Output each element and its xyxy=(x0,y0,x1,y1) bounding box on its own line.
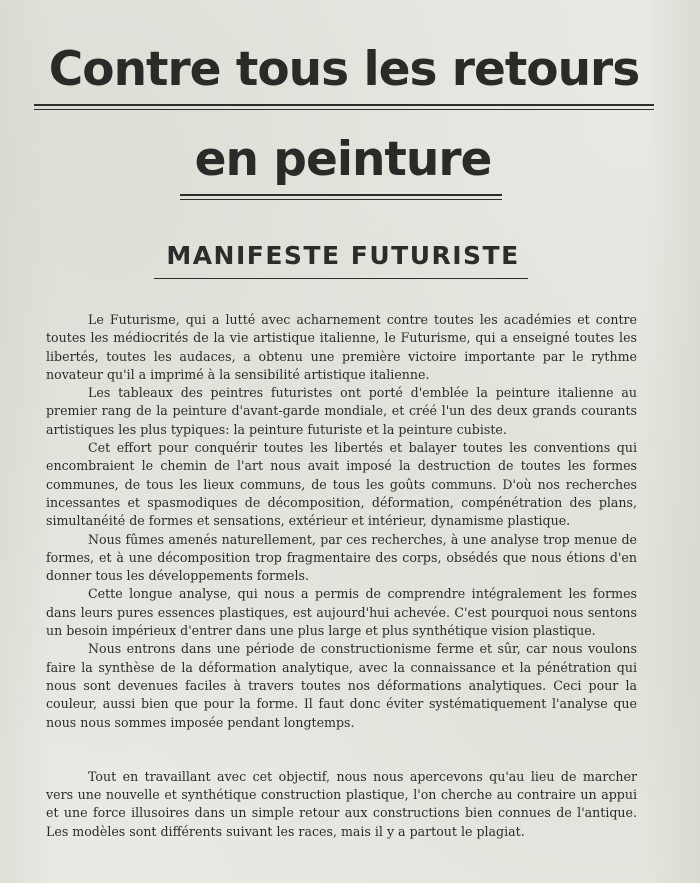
title-2-underline-thin xyxy=(180,199,502,200)
title-underline-thin xyxy=(34,109,654,110)
paragraph-7: Tout en travaillant avec cet objectif, nous nous apercevons qu'au lieu de marcher vers une nouvelle et synthétique construction plastique, l'on cherche au contraire un appui et une force illusoires dans un simple retour aux constructions bien connues de l'antique. Les modèles sont différents suivant les races, mais il y a partout le plagiat. xyxy=(46,768,637,839)
title-line-1: Contre tous les retours xyxy=(48,42,640,97)
title-underline-thick xyxy=(34,104,654,106)
paragraph-3: Cet effort pour conquérir toutes les libertés et balayer toutes les conventions qui encombraient le chemin de l'art nous avait imposé la destruction de toutes les formes communes, de tous les lieux communs, de tous les goûts communs. D'où nos recherches incessantes et spasmodiques de décomposition, déformation, compénétration des plans, simultanéité de formes et sensations, extérieur et intérieur, dynamisme plastique. xyxy=(46,440,637,529)
title-2-underline-thick xyxy=(180,194,502,196)
paragraph-4: Nous fûmes amenés naturellement, par ces recherches, à une analyse trop menue de formes, et à une décomposition trop fragmentaire des corps, obsédés que nous étions d'en donner tous les développements formels. xyxy=(46,531,637,584)
subtitle-underline xyxy=(154,278,528,279)
paragraph-5: Cette longue analyse, qui nous a permis de comprendre intégralement les formes dans leurs pures essences plastiques, est aujourd'hui achevée. C'est pourquoi nous sentons un besoin impérieux d'entrer dans une plus large et plus synthétique vision plastique. xyxy=(46,586,637,639)
title-line-2: en peinture xyxy=(194,132,492,187)
subtitle: MANIFESTE FUTURISTE xyxy=(166,241,520,270)
paragraph-1: Le Futurisme, qui a lutté avec acharnement contre toutes les académies et contre toutes les médiocrités de la vie artistique italienne, le Futurisme, qui a enseigné toutes les libertés, toutes les audaces, a obtenu une première victoire importante par le rythme novateur qu'il a imprimé à la sensibilité artistique italienne. xyxy=(46,312,637,382)
manifesto-body xyxy=(46,311,637,841)
paragraph-6: Nous entrons dans une période de constructionisme ferme et sûr, car nous voulons faire la synthèse de la déformation analytique, avec la connaissance et la pénétration qui nous sont devenues faciles à travers toutes nos déformations analytiques. Ceci pour la couleur, aussi bien que pour la forme. Il faut donc éviter systématiquement l'analyse que nous nous sommes imposée pendant longtemps. xyxy=(46,641,637,730)
paragraph-2: Les tableaux des peintres futuristes ont porté d'emblée la peinture italienne au premier rang de la peinture d'avant-garde mondiale, et créé l'un des deux grands courants artistiques les plus typiques: la peinture futuriste et la peinture cubiste. xyxy=(46,385,637,437)
